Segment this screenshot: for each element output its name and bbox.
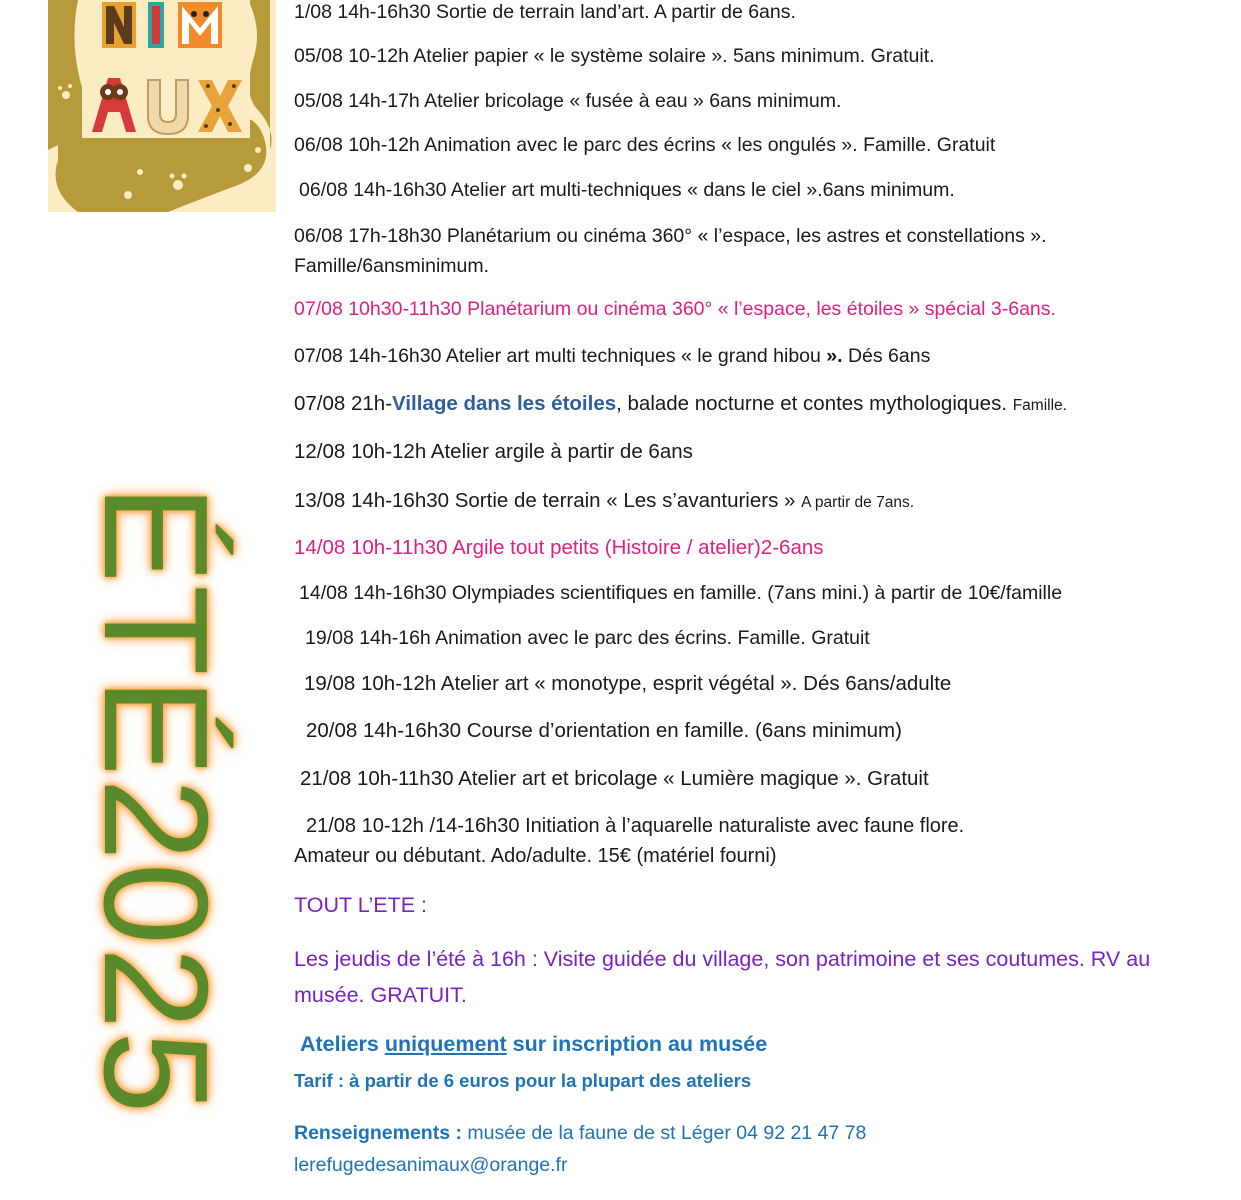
event-item: 12/08 10h-12h Atelier argile à partir de 6ans: [294, 440, 693, 463]
ateliers-underlined: uniquement: [384, 1032, 507, 1056]
event-item-toddler: 07/08 10h30-11h30 Planétarium ou cinéma 360° « l’espace, les étoiles » spécial 3-6ans.: [294, 298, 1056, 320]
contact-line: [294, 1117, 866, 1149]
event-item-toddler: 14/08 10h-11h30 Argile tout petits (Histoire / atelier)2-6ans: [294, 536, 824, 559]
event-item: 19/08 10h-12h Atelier art « monotype, esprit végétal ». Dés 6ans/adulte: [304, 672, 952, 695]
ateliers-text: Ateliers: [300, 1032, 385, 1056]
event-item: 06/08 10h-12h Animation avec le parc des écrins « les ongulés ». Famille. Gratuit: [294, 134, 996, 156]
contact-email[interactable]: lerefugedesanimaux@orange.fr: [294, 1154, 568, 1176]
event-item: 19/08 14h-16h Animation avec le parc des écrins. Famille. Gratuit: [305, 627, 870, 649]
ateliers-text: sur inscription au musée: [506, 1032, 768, 1056]
event-audience: Famille.: [1012, 397, 1067, 414]
event-line: 06/08 17h-18h30 Planétarium ou cinéma 360° « l’espace, les astres et constellations ».: [294, 225, 1047, 247]
event-line: 21/08 10-12h /14-16h30 Initiation à l’aquarelle naturaliste avec faune flore.: [306, 815, 965, 837]
summer-section-title: TOUT L’ETE :: [294, 893, 428, 917]
event-line: Famille/6ansminimum.: [294, 255, 490, 277]
event-text: Dés 6ans: [842, 345, 931, 367]
event-item: 1/08 14h-16h30 Sortie de terrain land’art. A partir de 6ans.: [294, 1, 796, 23]
logo-letters-top: [102, 2, 222, 48]
event-text: 13/08 14h-16h30 Sortie de terrain « Les s’avanturiers »: [294, 489, 802, 512]
event-item: [294, 221, 1047, 281]
event-text: 07/08 14h-16h30 Atelier art multi techniques « le grand hibou: [294, 345, 827, 367]
contact-info: [294, 1117, 866, 1181]
event-highlight: Village dans les étoiles: [392, 392, 617, 415]
event-item: 06/08 14h-16h30 Atelier art multi-techniques « dans le ciel ».6ans minimum.: [299, 179, 955, 201]
event-text-bold: ».: [826, 345, 843, 367]
event-item: 14/08 14h-16h30 Olympiades scientifiques en famille. (7ans mini.) à partir de 10€/famille: [299, 582, 1063, 604]
event-text: 07/08 21h-: [294, 392, 393, 415]
animaux-logo: [48, 0, 276, 212]
summer-2025-title: ÉTÉ2025: [73, 484, 238, 1116]
event-item: 21/08 10h-11h30 Atelier art et bricolage « Lumière magique ». Gratuit: [300, 767, 929, 790]
event-item: 05/08 14h-17h Atelier bricolage « fusée à eau » 6ans minimum.: [294, 90, 842, 112]
tarif-note: Tarif : à partir de 6 euros pour la plupart des ateliers: [294, 1070, 752, 1091]
event-text: , balade nocturne et contes mythologiques.: [616, 392, 1013, 415]
event-audience: A partir de 7ans.: [801, 494, 914, 511]
event-line: Amateur ou débutant. Ado/adulte. 15€ (matériel fourni): [294, 845, 777, 867]
event-item: [294, 811, 964, 871]
event-item: [294, 341, 930, 371]
contact-text: musée de la faune de st Léger 04 92 21 47 78: [461, 1122, 867, 1144]
event-item: 05/08 10-12h Atelier papier « le système solaire ». 5ans minimum. Gratuit.: [294, 45, 935, 67]
event-item: 20/08 14h-16h30 Course d’orientation en famille. (6ans minimum): [306, 719, 902, 742]
summer-section-text: Les jeudis de l’été à 16h : Visite guidée du village, son patrimoine et ses coutumes. RV au musée. GRATUIT.: [294, 947, 1151, 1007]
event-item: [294, 486, 914, 518]
event-item: [294, 389, 1067, 421]
contact-label: Renseignements :: [294, 1122, 462, 1144]
ateliers-registration-note: [300, 1032, 767, 1057]
